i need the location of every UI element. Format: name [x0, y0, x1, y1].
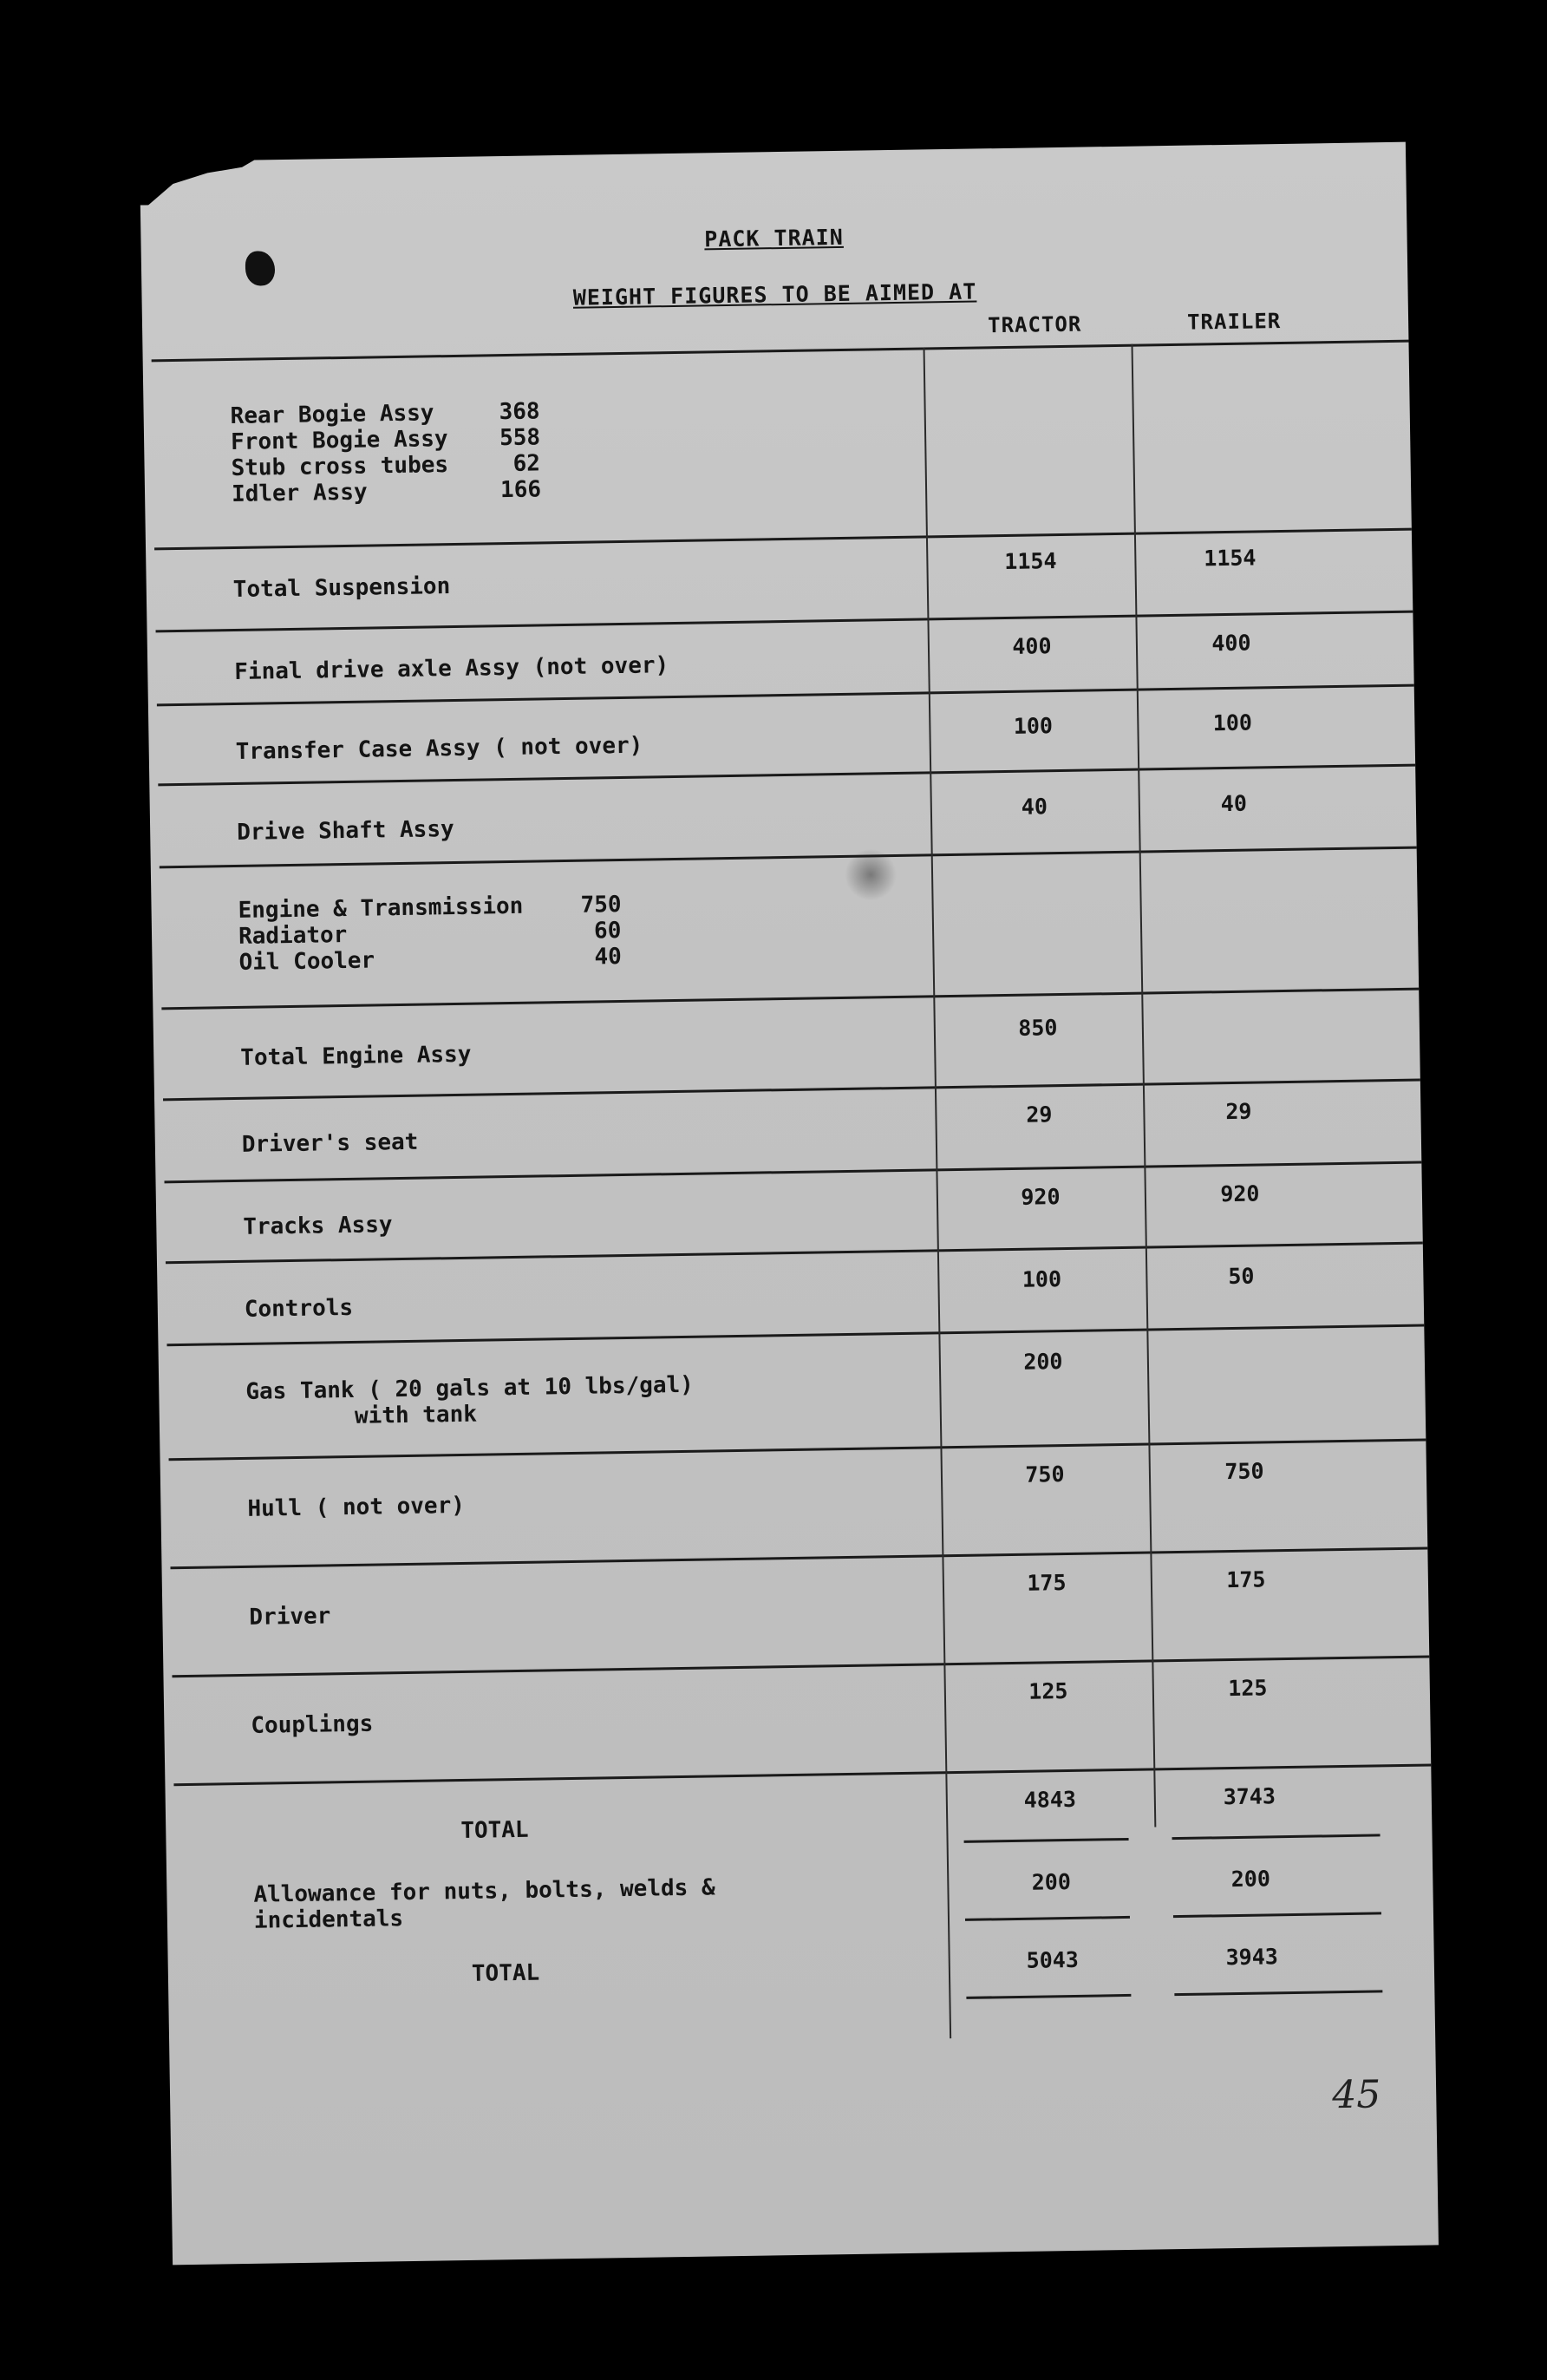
table-rule: [152, 340, 1409, 363]
trailer-value: 40: [1220, 790, 1248, 817]
table-rule: [164, 1161, 1421, 1184]
table-rule: [156, 611, 1413, 633]
part-name: Rear Bogie Assy: [230, 400, 434, 430]
table-rule: [169, 1438, 1426, 1461]
part-name: Oil Cooler: [238, 947, 375, 976]
row-label: Gas Tank ( 20 gals at 10 lbs/gal) with tank: [245, 1371, 695, 1431]
page-number: 45: [1331, 2072, 1381, 2118]
part-name: Idler Assy: [231, 479, 368, 507]
row-label: Driver: [249, 1603, 331, 1631]
part-value: 558: [499, 424, 541, 452]
part-value: 166: [499, 476, 542, 504]
trailer-value: 125: [1228, 1675, 1268, 1702]
tractor-value: 850: [1018, 1015, 1058, 1041]
grand-total-tractor: 5043: [1026, 1946, 1080, 1973]
sum-underline: [1172, 1834, 1381, 1840]
column-divider: [924, 347, 952, 2038]
part-value: 60: [593, 918, 622, 945]
table-rule: [166, 1242, 1423, 1265]
table-rule: [163, 1079, 1420, 1102]
sum-underline: [965, 1916, 1130, 1921]
table-rule: [173, 1763, 1431, 1786]
sum-underline: [966, 1994, 1131, 1999]
trailer-value: 750: [1224, 1458, 1264, 1485]
tractor-value: 125: [1028, 1678, 1068, 1704]
table-rule: [172, 1655, 1429, 1677]
part-value: 368: [499, 398, 540, 426]
table-rule: [161, 988, 1419, 1010]
part-name: Front Bogie Assy: [230, 426, 448, 456]
part-value: 40: [594, 944, 623, 971]
tractor-value: 750: [1025, 1461, 1065, 1488]
tractor-value: 920: [1021, 1184, 1061, 1210]
tractor-value: 1154: [1004, 548, 1057, 575]
torn-corner: [131, 151, 271, 206]
trailer-value: 400: [1211, 630, 1251, 657]
trailer-value: 100: [1212, 709, 1253, 736]
total-tractor: 4843: [1023, 1786, 1077, 1813]
part-name: Radiator: [238, 921, 348, 950]
document-subtitle: WEIGHT FIGURES TO BE AIMED AT: [572, 278, 977, 311]
trailer-value: 50: [1228, 1263, 1255, 1290]
document-page: [140, 142, 1439, 2266]
row-label: Drive Shaft Assy: [236, 816, 454, 846]
table-rule: [166, 1324, 1424, 1347]
tractor-value: 400: [1012, 633, 1052, 659]
table-rule: [160, 847, 1417, 869]
row-label: Couplings: [251, 1710, 374, 1739]
row-label: Total Engine Assy: [240, 1041, 472, 1071]
tractor-value: 100: [1022, 1266, 1062, 1292]
allowance-tractor: 200: [1031, 1868, 1072, 1895]
total-trailer: 3743: [1223, 1783, 1276, 1810]
row-label: Controls: [244, 1294, 354, 1323]
tractor-value: 100: [1013, 713, 1054, 739]
column-header-trailer: TRAILER: [1186, 308, 1282, 335]
table-rule: [170, 1546, 1427, 1569]
column-header-tractor: TRACTOR: [987, 311, 1082, 338]
document-title: PACK TRAIN: [704, 224, 844, 252]
trailer-value: 920: [1220, 1180, 1260, 1207]
total-label: TOTAL: [460, 1816, 529, 1845]
allowance-trailer: 200: [1230, 1866, 1271, 1893]
part-name: Engine & Transmission: [238, 892, 524, 924]
trailer-value: [1185, 1011, 1289, 1013]
row-label: Driver's seat: [241, 1128, 419, 1158]
grand-total-trailer: 3943: [1225, 1944, 1279, 1971]
row-label: Hull ( not over): [247, 1492, 466, 1522]
trailer-value: 175: [1226, 1566, 1266, 1593]
sum-underline: [1173, 1912, 1381, 1918]
table-rule: [158, 764, 1415, 787]
sum-underline: [964, 1838, 1129, 1843]
part-name: Stub cross tubes: [231, 452, 449, 481]
grand-total-label: TOTAL: [471, 1959, 540, 1987]
trailer-value: [1191, 1345, 1295, 1347]
tractor-value: 175: [1027, 1570, 1067, 1596]
tractor-value: 29: [1026, 1102, 1053, 1128]
sum-underline: [1174, 1990, 1382, 1996]
part-value: 750: [580, 891, 622, 919]
trailer-value: 29: [1225, 1098, 1252, 1125]
allowance-label: Allowance for nuts, bolts, welds & incidentals: [253, 1874, 715, 1934]
tractor-value: 40: [1021, 794, 1048, 820]
row-label: Final drive axle Assy (not over): [234, 652, 669, 685]
trailer-value: 1154: [1204, 545, 1257, 572]
part-value: 62: [512, 450, 541, 477]
table-rule: [157, 684, 1414, 707]
row-label: Tracks Assy: [243, 1212, 393, 1240]
tractor-value: 200: [1023, 1349, 1063, 1375]
row-label: Transfer Case Assy ( not over): [235, 732, 643, 765]
row-label: Total Suspension: [232, 573, 451, 603]
